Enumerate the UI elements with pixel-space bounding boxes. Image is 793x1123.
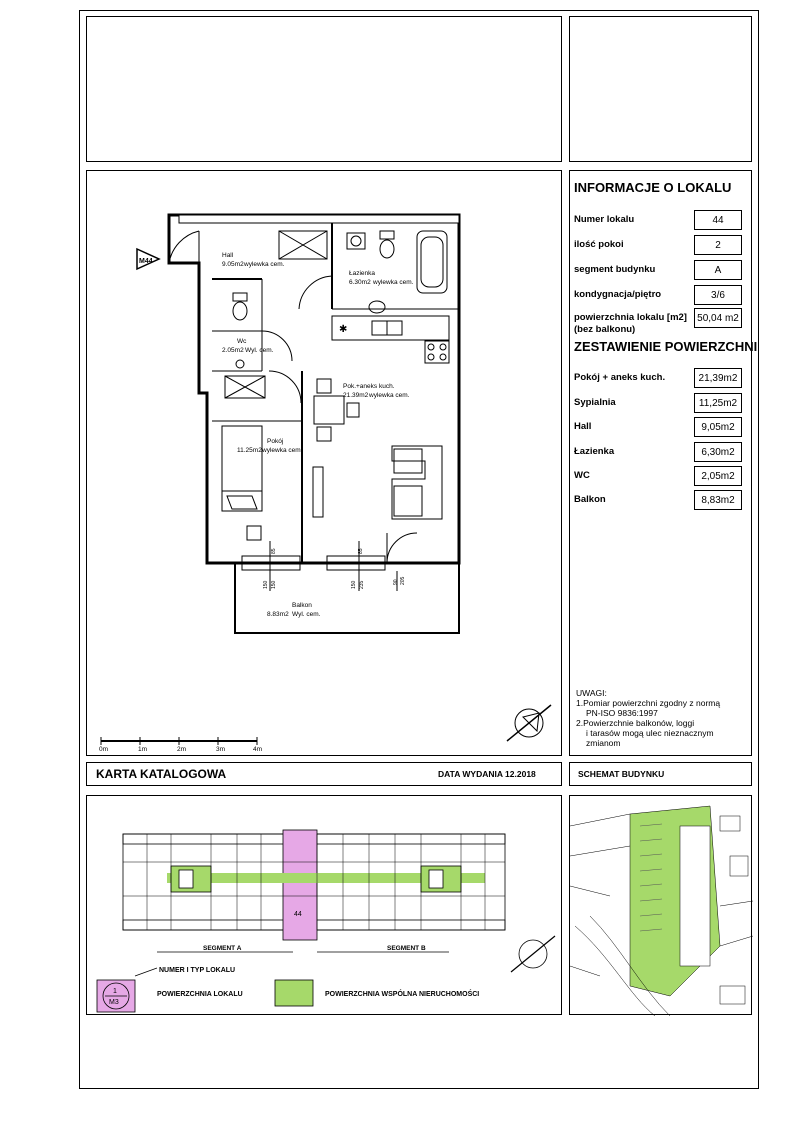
value-bedroom: 11,25m2 xyxy=(694,393,742,413)
notes-line-4: i tarasów mogą ulec nieznacznym xyxy=(586,728,714,738)
room-bedroom-area: 11.25m2 xyxy=(237,447,262,454)
legend-sample-bottom: M3 xyxy=(109,999,119,1006)
notes-line-3: 2.Powierzchnie balkonów, loggi xyxy=(576,718,695,728)
info-title: INFORMACJE O LOKALU xyxy=(574,180,732,195)
site-plan-box xyxy=(569,795,752,1015)
dim-8: 205 xyxy=(400,576,406,585)
room-bath-name: Łazienka xyxy=(349,270,376,277)
dim-1: 85 xyxy=(271,548,277,554)
dim-4: 85 xyxy=(358,548,364,554)
floor-plan-box xyxy=(86,170,562,756)
notes-title: UWAGI: xyxy=(576,688,607,698)
value-area: 50,04 m2 xyxy=(694,308,742,328)
label-wc: WC xyxy=(574,470,590,481)
scale-0: 0m xyxy=(99,746,109,753)
notes-line-2: PN-ISO 9836:1997 xyxy=(586,708,658,718)
dim-6: 235 xyxy=(359,580,365,589)
room-balcony-name: Balkon xyxy=(292,602,312,609)
value-rooms: 2 xyxy=(694,235,742,255)
label-unit-number: Numer lokalu xyxy=(574,214,635,225)
notes xyxy=(576,688,720,748)
card-title: KARTA KATALOGOWA xyxy=(96,767,227,781)
legend-sample-top: 1 xyxy=(113,988,117,995)
room-hall-name: Hall xyxy=(222,252,234,259)
key-unit-mark: 44 xyxy=(294,911,302,918)
room-living-area: 21.39m2 xyxy=(343,392,369,399)
value-floor: 3/6 xyxy=(694,285,742,305)
floor-plan-drawing xyxy=(87,171,563,757)
scale-3: 3m xyxy=(216,746,226,753)
info-panel xyxy=(569,170,752,756)
label-segment: segment budynku xyxy=(574,264,656,275)
room-wc-name: Wc xyxy=(237,338,247,345)
legend-unit-label: NUMER I TYP LOKALU xyxy=(159,967,236,974)
room-bath-floor: wylewka cem. xyxy=(373,279,414,286)
value-wc: 2,05m2 xyxy=(694,466,742,486)
value-segment: A xyxy=(694,260,742,280)
room-hall-floor: wylewka cem. xyxy=(244,261,285,268)
scale-2: 2m xyxy=(177,746,187,753)
room-balcony-floor: Wyl. cem. xyxy=(292,611,321,618)
value-balcony: 8,83m2 xyxy=(694,490,742,510)
label-bedroom: Sypialnia xyxy=(574,397,616,408)
unit-tag: M44 xyxy=(139,258,153,265)
issue-date: DATA WYDANIA 12.2018 xyxy=(438,769,536,779)
site-plan-drawing xyxy=(570,796,753,1016)
notes-line-1: 1.Pomiar powierzchni zgodny z normą xyxy=(576,698,721,708)
segment-b-label: SEGMENT B xyxy=(387,945,426,952)
key-plan-box xyxy=(86,795,562,1015)
areas-title: ZESTAWIENIE POWIERZCHNI xyxy=(574,339,758,354)
notes-line-5: zmianom xyxy=(586,738,621,748)
scale-4: 4m xyxy=(253,746,263,753)
key-plan-drawing xyxy=(87,796,563,1016)
room-wc-area: 2.05m2 xyxy=(222,347,244,354)
dim-2: 150 xyxy=(263,580,269,589)
room-hall-area: 9.05m2 xyxy=(222,261,244,268)
label-rooms: ilość pokoi xyxy=(574,239,624,250)
label-living: Pokój + aneks kuch. xyxy=(574,372,666,383)
room-bedroom-name: Pokój xyxy=(267,438,284,445)
label-area: powierzchnia lokalu [m2] xyxy=(574,312,687,323)
legend-common-label: POWIERZCHNIA WSPÓLNA NIERUCHOMOŚCI xyxy=(325,991,480,998)
kitchen-sink-icon: ✱ xyxy=(339,324,348,335)
scale-1: 1m xyxy=(138,746,148,753)
room-bedroom-floor: wylewka cem. xyxy=(262,447,303,454)
header-side-box xyxy=(569,16,752,162)
label-bathroom: Łazienka xyxy=(574,446,615,457)
dim-5: 150 xyxy=(351,580,357,589)
label-floor: kondygnacja/piętro xyxy=(574,289,662,300)
label-balcony: Balkon xyxy=(574,494,606,505)
value-living: 21,39m2 xyxy=(694,368,742,388)
label-hall: Hall xyxy=(574,421,592,432)
room-wc-floor: Wyl. cem. xyxy=(245,347,274,354)
label-area-note: (bez balkonu) xyxy=(574,324,636,335)
room-balcony-area: 8.83m2 xyxy=(267,611,289,618)
value-hall: 9,05m2 xyxy=(694,417,742,437)
header-logo-box xyxy=(86,16,562,162)
segment-a-label: SEGMENT A xyxy=(203,945,242,952)
value-bathroom: 6,30m2 xyxy=(694,442,742,462)
dim-7: 90 xyxy=(393,579,399,585)
dim-3: 150 xyxy=(271,580,277,589)
value-unit-number: 44 xyxy=(694,210,742,230)
room-bath-area: 6.30m2 xyxy=(349,279,371,286)
legend-area-label: POWIERZCHNIA LOKALU xyxy=(157,991,243,998)
room-living-name: Pok.+aneks kuch. xyxy=(343,383,395,390)
scheme-title: SCHEMAT BUDYNKU xyxy=(578,769,665,779)
room-living-floor: wylewka cem. xyxy=(369,392,410,399)
